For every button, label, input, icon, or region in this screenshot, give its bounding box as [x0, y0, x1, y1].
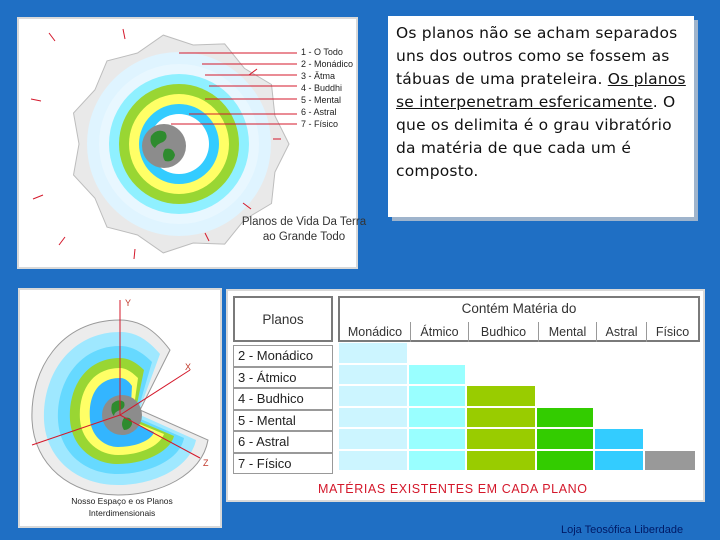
- matter-cell: [408, 428, 466, 450]
- row-label-mental: 5 - Mental: [233, 410, 333, 432]
- matter-grid: [338, 342, 700, 471]
- hemisphere-caption: Nosso Espaço e os Planos Interdimensionais: [71, 496, 173, 518]
- planes-header: Planos: [233, 296, 333, 342]
- matter-cell: [594, 450, 644, 472]
- planes-column: [233, 296, 333, 476]
- legend-item-astral: 6 - Astral: [301, 107, 337, 117]
- col-header-atmico: Átmico: [410, 322, 468, 342]
- row-label-fisico: 7 - Físico: [233, 453, 333, 475]
- matter-columns-header: [338, 296, 700, 342]
- matter-table-panel: [226, 289, 705, 502]
- row-label-budhico: 4 - Budhico: [233, 388, 333, 410]
- axis-y-label: Y: [125, 298, 132, 308]
- col-header-mental: Mental: [538, 322, 596, 342]
- matter-cell: [408, 450, 466, 472]
- row-label-atmico: 3 - Átmico: [233, 367, 333, 389]
- matter-cell: [408, 364, 466, 386]
- matter-cell: [536, 428, 594, 450]
- column-group-title: Contém Matéria do: [461, 301, 577, 316]
- col-header-astral: Astral: [596, 322, 646, 342]
- row-label-astral: 6 - Astral: [233, 431, 333, 453]
- table-footer-title: MATÉRIAS EXISTENTES EM CADA PLANO: [318, 482, 588, 496]
- matter-cell: [338, 364, 408, 386]
- matter-cell: [408, 407, 466, 429]
- matter-cell: [466, 428, 536, 450]
- credit-text: Loja Teosófica Liberdade: [561, 524, 684, 536]
- legend-item-atma: 3 - Ätma: [301, 71, 336, 81]
- sphere-diagram-caption: Planos de Vida Da Terra ao Grande Todo: [241, 216, 367, 243]
- axis-z-label: Z: [203, 458, 209, 468]
- axis-x-label: X: [185, 362, 192, 372]
- col-header-fisico: Físico: [646, 322, 698, 342]
- matter-cell: [466, 407, 536, 429]
- explanation-text-box: [388, 16, 694, 217]
- legend-item-fisico: 7 - Físico: [301, 119, 339, 129]
- matter-cell: [338, 385, 408, 407]
- matter-cell: [408, 385, 466, 407]
- matter-cell: [536, 450, 594, 472]
- text-underlined: Os planos se interpenetram esfericamente: [396, 70, 686, 111]
- matter-cell: [594, 428, 644, 450]
- hemisphere-illustration: [20, 290, 220, 526]
- explanation-paragraph: [396, 22, 686, 183]
- row-label-monadico: 2 - Monádico: [233, 345, 333, 367]
- legend-item-mental: 5 - Mental: [301, 95, 342, 105]
- earth-globe: [142, 124, 186, 168]
- col-header-monadico: Monádico: [347, 325, 403, 339]
- matter-cell: [338, 342, 408, 364]
- matter-cell: [338, 407, 408, 429]
- matter-cell: [466, 450, 536, 472]
- matter-cell: [536, 407, 594, 429]
- legend-item-o-todo: 1 - O Todo: [301, 47, 343, 57]
- matter-cell: [466, 385, 536, 407]
- legend-item-monadico: 2 - Monádico: [301, 59, 354, 69]
- matter-cell: [338, 428, 408, 450]
- planes-sphere-diagram: [17, 17, 367, 269]
- text-part-1: Os planos não se acham separados uns dos outros como se fossem as tábuas de uma prateleira.: [396, 24, 678, 88]
- text-part-2: . O que os delimita é o grau vibratório da matéria de que cada um é composto.: [396, 93, 676, 180]
- col-header-budhico: Budhico: [468, 322, 538, 342]
- matter-cell: [338, 450, 408, 472]
- hemisphere-diagram: [18, 288, 222, 528]
- matter-cell: [644, 450, 696, 472]
- legend-item-buddhi: 4 - Buddhi: [301, 83, 343, 93]
